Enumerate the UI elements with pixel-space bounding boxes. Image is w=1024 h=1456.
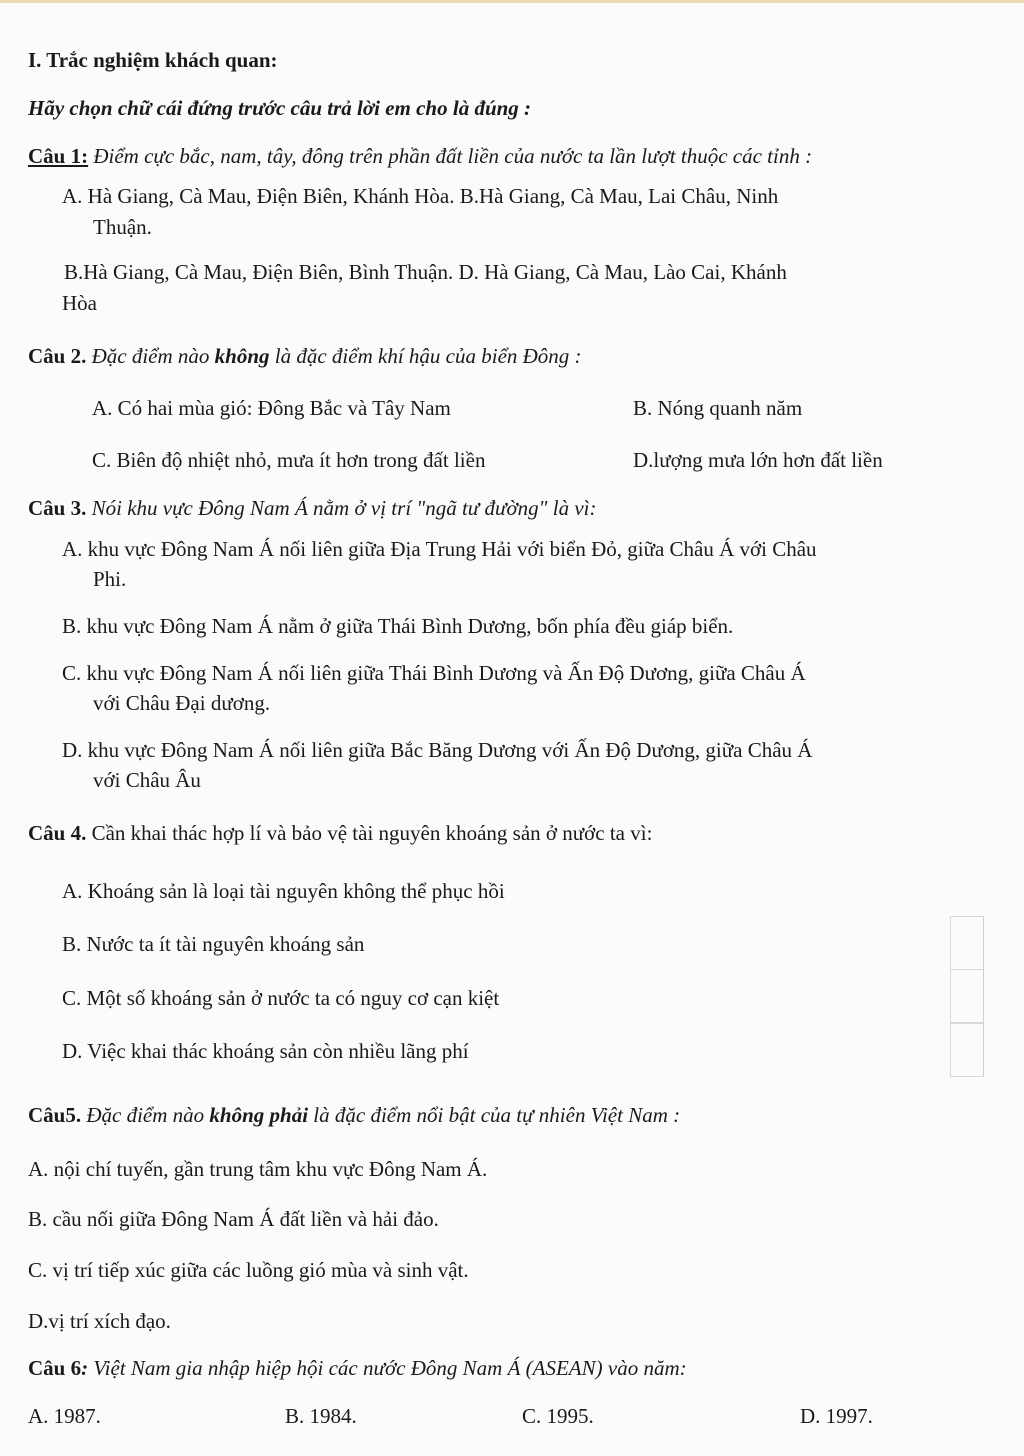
question-1-label: Câu 1: [28, 144, 89, 168]
q2-option-d: D.lượng mưa lớn hơn đất liền [633, 448, 883, 472]
question-2-text-b: là đặc điểm khí hậu của biển Đông : [269, 344, 582, 368]
question-3-label: Câu 3. [28, 496, 87, 520]
q1-options-line-1: A. Hà Giang, Cà Mau, Điện Biên, Khánh Hòa. B.Hà Giang, Cà Mau, Lai Châu, Ninh [62, 184, 779, 208]
q1-options-line-3: B.Hà Giang, Cà Mau, Điện Biên, Bình Thuận. D. Hà Giang, Cà Mau, Lào Cai, Khánh [64, 260, 787, 284]
q6-option-a: A. 1987. [28, 1404, 101, 1428]
question-6-label: Câu 6 [28, 1356, 82, 1380]
question-2-label: Câu 2. [28, 344, 87, 368]
q5-option-d: D.vị trí xích đạo. [28, 1309, 171, 1333]
question-5-text-bold: không phải [209, 1103, 309, 1127]
q3-option-d-line-2: với Châu Âu [93, 768, 201, 792]
question-5 [28, 1102, 680, 1128]
q6-option-b: B. 1984. [285, 1404, 357, 1428]
answer-box-3 [950, 1023, 984, 1077]
q4-option-d: D. Việc khai thác khoáng sản còn nhiều lãng phí [62, 1039, 469, 1063]
question-1-text: Điểm cực bắc, nam, tây, đông trên phần đất liền của nước ta lần lượt thuộc các tỉnh : [88, 144, 813, 168]
question-2 [28, 343, 582, 369]
question-4-label: Câu 4. [28, 821, 87, 845]
q4-option-c: C. Một số khoáng sản ở nước ta có nguy cơ cạn kiệt [62, 986, 500, 1010]
q1-options-line-2: Thuận. [93, 215, 152, 239]
q6-option-c: C. 1995. [522, 1404, 594, 1428]
q4-option-a: A. Khoáng sản là loại tài nguyên không thể phục hồi [62, 879, 505, 903]
question-6 [28, 1355, 687, 1381]
q3-option-d-line-1: D. khu vực Đông Nam Á nối liên giữa Bắc Băng Dương với Ấn Độ Dương, giữa Châu Á [62, 738, 813, 762]
q3-option-a-line-1: A. khu vực Đông Nam Á nối liên giữa Địa Trung Hải với biển Đỏ, giữa Châu Á với Châu [62, 537, 817, 561]
question-6-text: Việt Nam gia nhập hiệp hội các nước Đông Nam Á (ASEAN) vào năm: [88, 1356, 687, 1380]
q2-option-a: A. Có hai mùa gió: Đông Bắc và Tây Nam [92, 396, 451, 420]
question-4 [28, 820, 652, 846]
section-title: I. Trắc nghiệm khách quan: [28, 48, 278, 72]
q4-option-b: B. Nước ta ít tài nguyên khoáng sản [62, 932, 365, 956]
question-1 [28, 143, 812, 169]
answer-box-2 [950, 969, 984, 1023]
q5-option-b: B. cầu nối giữa Đông Nam Á đất liền và hải đảo. [28, 1207, 439, 1231]
question-5-label: Câu5. [28, 1103, 82, 1127]
question-3 [28, 495, 596, 521]
q6-option-d: D. 1997. [800, 1404, 873, 1428]
q5-option-c: C. vị trí tiếp xúc giữa các luồng gió mùa và sinh vật. [28, 1258, 469, 1282]
instruction: Hãy chọn chữ cái đứng trước câu trả lời em cho là đúng : [28, 96, 532, 120]
q1-options-line-4: Hòa [62, 291, 97, 315]
question-3-text: Nói khu vực Đông Nam Á nằm ở vị trí "ngã tư đường" là vì: [86, 496, 597, 520]
q2-option-b: B. Nóng quanh năm [633, 396, 803, 420]
q5-option-a: A. nội chí tuyến, gần trung tâm khu vực Đông Nam Á. [28, 1157, 488, 1181]
q2-option-c: C. Biên độ nhiệt nhỏ, mưa ít hơn trong đất liền [92, 448, 486, 472]
answer-box-1 [950, 916, 984, 970]
q3-option-c-line-2: với Châu Đại dương. [93, 691, 271, 715]
question-4-text: Cần khai thác hợp lí và bảo vệ tài nguyên khoáng sản ở nước ta vì: [86, 821, 653, 845]
q3-option-a-line-2: Phi. [93, 567, 127, 591]
question-5-text-b: là đặc điểm nổi bật của tự nhiên Việt Nam : [308, 1103, 681, 1127]
q3-option-c-line-1: C. khu vực Đông Nam Á nối liên giữa Thái Bình Dương và Ấn Độ Dương, giữa Châu Á [62, 661, 806, 685]
q3-option-b: B. khu vực Đông Nam Á nằm ở giữa Thái Bình Dương, bốn phía đều giáp biển. [62, 614, 734, 638]
question-2-text-bold: không [214, 344, 270, 368]
question-6-colon: : [81, 1356, 89, 1380]
question-5-text-a: Đặc điểm nào [81, 1103, 210, 1127]
question-2-text-a: Đặc điểm nào [86, 344, 215, 368]
top-border [0, 0, 1024, 3]
